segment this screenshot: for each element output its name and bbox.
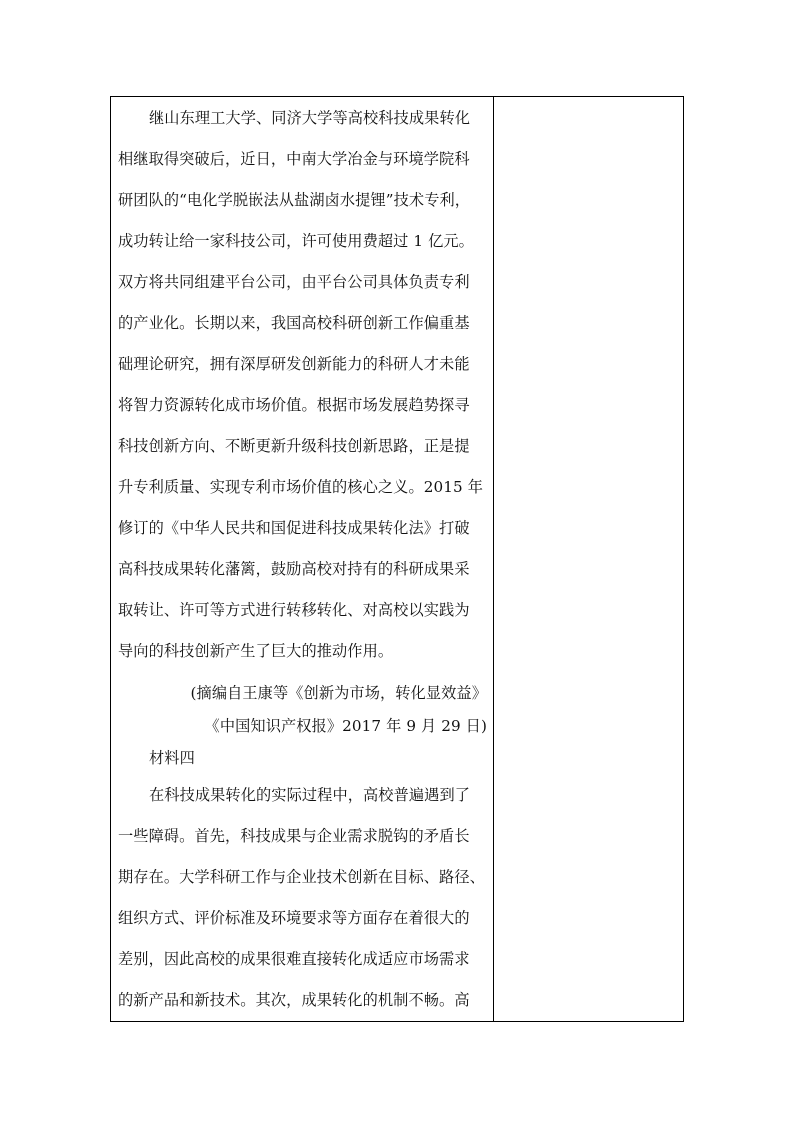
paragraph-line: 础理论研究，拥有深厚研发创新能力的科研人才未能 bbox=[118, 355, 470, 373]
paragraph-line: 高科技成果转化藩篱，鼓励高校对持有的科研成果采 bbox=[118, 560, 470, 578]
paragraph-line: 导向的科技创新产生了巨大的推动作用。 bbox=[118, 642, 394, 660]
paragraph-line: 组织方式、评价标准及环境要求等方面存在着很大的 bbox=[118, 909, 470, 927]
paragraph-line: 差别，因此高校的成果很难直接转化成适应市场需求 bbox=[118, 950, 470, 968]
citation-line: (摘编自王康等《创新为市场，转化显效益》 bbox=[190, 684, 487, 702]
paragraph-line: 研团队的“电化学脱嵌法从盐湖卤水提锂”技术专利， bbox=[118, 191, 471, 209]
paragraph-line: 成功转让给一家科技公司，许可使用费超过 1 亿元。 bbox=[118, 232, 474, 250]
paragraph-line: 相继取得突破后，近日，中南大学冶金与环境学院科 bbox=[118, 150, 470, 168]
paragraph-line: 修订的《中华人民共和国促进科技成果转化法》打破 bbox=[118, 519, 470, 537]
citation-line: 《中国知识产权报》2017 年 9 月 29 日) bbox=[204, 717, 487, 735]
paragraph-line: 在科技成果转化的实际过程中，高校普遍遇到了 bbox=[149, 786, 471, 804]
text-cell bbox=[112, 97, 491, 1021]
right-empty-cell bbox=[494, 97, 683, 1021]
paragraph-line: 继山东理工大学、同济大学等高校科技成果转化 bbox=[149, 109, 471, 127]
paragraph-line: 将智力资源转化成市场价值。根据市场发展趋势探寻 bbox=[118, 396, 470, 414]
paragraph-line: 的产业化。长期以来，我国高校科研创新工作偏重基 bbox=[118, 314, 470, 332]
paragraph-line: 期存在。大学科研工作与企业技术创新在目标、路径、 bbox=[118, 868, 485, 886]
paragraph-line: 的新产品和新技术。其次，成果转化的机制不畅。高 bbox=[118, 991, 470, 1009]
paragraph-line: 取转让、许可等方式进行转移转化、对高校以实践为 bbox=[118, 601, 470, 619]
paragraph-line: 升专利质量、实现专利市场价值的核心之义。2015 年 bbox=[118, 478, 484, 496]
paragraph-line: 一些障碍。首先，科技成果与企业需求脱钩的矛盾长 bbox=[118, 827, 470, 845]
paragraph-line: 双方将共同组建平台公司，由平台公司具体负责专利 bbox=[118, 273, 470, 291]
section-heading: 材料四 bbox=[149, 749, 195, 767]
paragraph-line: 科技创新方向、不断更新升级科技创新思路，正是提 bbox=[118, 437, 470, 455]
